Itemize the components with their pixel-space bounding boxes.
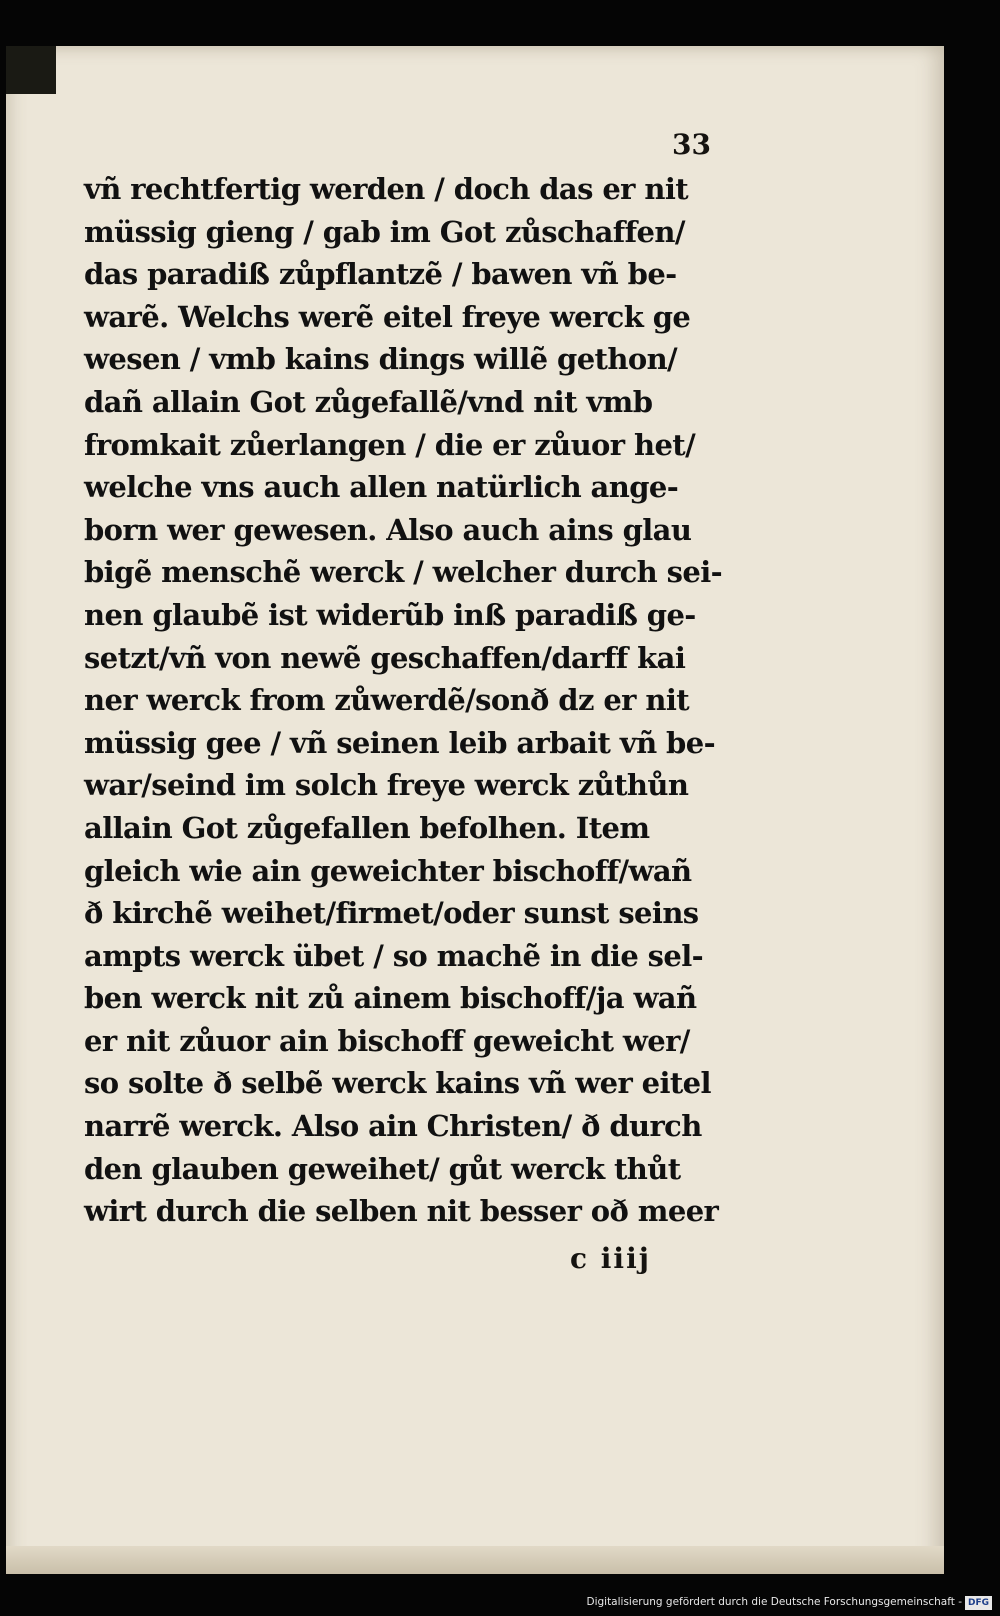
text-line: den glauben geweihet/ gůt werck thůt: [84, 1151, 681, 1186]
signature-mark: c iiij: [570, 1242, 651, 1275]
body-text: [84, 168, 744, 1233]
text-line: bigẽ menschẽ werck / welcher durch sei-: [84, 555, 723, 590]
page-bottom-edge: [6, 1546, 944, 1574]
text-line: ampts werck übet / so machẽ in die sel-: [84, 938, 704, 973]
text-line: dañ allain Got zůgefallẽ/vnd nit vmb: [84, 384, 653, 419]
text-line: ben werck nit zů ainem bischoff/ja wañ: [84, 981, 697, 1016]
binding-corner: [6, 46, 56, 94]
text-line: setzt/vñ von newẽ geschaffen/darff kai: [84, 640, 686, 675]
text-line: ð kirchẽ weihet/firmet/oder sunst seins: [84, 896, 699, 931]
footer-credit: Digitalisierung gefördert durch die Deutsche Forschungsgemeinschaft -: [586, 1596, 962, 1608]
text-line: gleich wie ain geweichter bischoff/wañ: [84, 853, 692, 888]
text-line: warẽ. Welchs werẽ eitel freye werck ge: [84, 299, 691, 334]
text-line: welche vns auch allen natürlich ange-: [84, 470, 679, 505]
dfg-logo: DFG: [965, 1596, 992, 1610]
text-line: narrẽ werck. Also ain Christen/ ð durch: [84, 1109, 702, 1144]
text-line: war/seind im solch freye werck zůthůn: [84, 768, 689, 803]
text-line: müssig gieng / gab im Got zůschaffen/: [84, 214, 685, 249]
text-line: allain Got zůgefallen befolhen. Item: [84, 810, 650, 845]
text-line: wirt durch die selben nit besser oð meer: [84, 1194, 719, 1229]
text-line: ner werck from zůwerdẽ/sonð dz er nit: [84, 683, 690, 718]
page-number: 33: [672, 128, 711, 161]
text-line: müssig gee / vñ seinen leib arbait vñ be-: [84, 725, 716, 760]
text-line: er nit zůuor ain bischoff geweicht wer/: [84, 1023, 690, 1058]
text-line: wesen / vmb kains dings willẽ gethon/: [84, 342, 678, 377]
text-line: so solte ð selbẽ werck kains vñ wer eitel: [84, 1066, 711, 1101]
text-line: vñ rechtfertig werden / doch das er nit: [84, 172, 689, 206]
text-line: born wer gewesen. Also auch ains glau: [84, 512, 692, 547]
text-line: nen glaubẽ ist widerũb inß paradiß ge-: [84, 597, 696, 632]
text-line: das paradiß zůpflantzẽ / bawen vñ be-: [84, 257, 677, 292]
text-line: fromkait zůerlangen / die er zůuor het/: [84, 427, 696, 462]
